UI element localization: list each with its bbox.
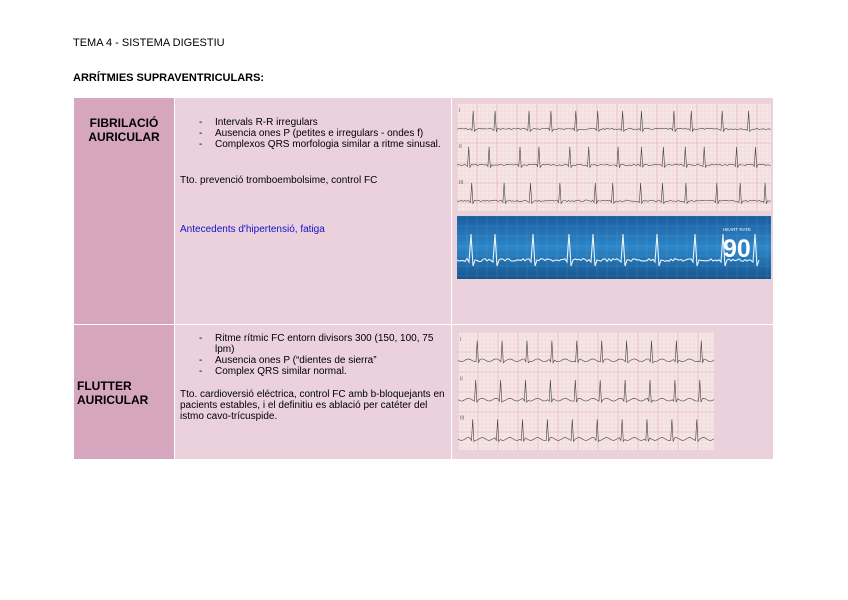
list-item: - Ritme rítmic FC entorn divisors 300 (150, 100, 75 lpm): [199, 333, 434, 355]
table-row: [74, 325, 774, 460]
arrhythmia-description-cell: [175, 325, 452, 460]
document-header: TEMA 4 - SISTEMA DIGESTIU: [73, 37, 225, 49]
svg-text:II: II: [460, 376, 463, 383]
features-list: [175, 98, 451, 150]
treatment-text: Tto. prevenció tromboembolsime, control FC: [180, 175, 378, 186]
features-list: [175, 325, 451, 377]
treatment-text: Tto. cardioversió eléctrica, control FC amb b-bloquejants en pacients estables, i el definitiu es ablació per catéter del istmo cavo-trícuspide.: [180, 389, 445, 422]
clinical-note: Antecedents d'hipertensió, fatiga: [180, 224, 325, 235]
section-title: ARRÍTMIES SUPRAVENTRICULARS:: [73, 72, 265, 84]
list-item: - Ausencia ones P (“dientes de sierra”: [199, 355, 377, 366]
arrhythmia-name: FIBRILACIÓ AURICULAR: [88, 116, 160, 144]
svg-text:III: III: [460, 415, 465, 422]
svg-text:I: I: [460, 337, 462, 343]
arrhythmia-name-cell: [74, 325, 175, 460]
table-row: [74, 98, 774, 325]
list-item: - Intervals R-R irregulars: [199, 117, 318, 128]
heart-rate-value: 90: [723, 235, 751, 263]
arrhythmia-name: FLUTTER AURICULAR: [77, 379, 149, 407]
ecg-image-cell: [452, 98, 774, 325]
svg-text:I: I: [459, 108, 461, 114]
list-item: - Complex QRS similar normal.: [199, 366, 347, 377]
arrhythmia-table: [73, 97, 774, 460]
heart-rate-label: HEART RATE: [723, 227, 752, 232]
svg-text:III: III: [459, 180, 464, 186]
arrhythmia-description-cell: [175, 98, 452, 325]
arrhythmia-name-cell: [74, 98, 175, 325]
list-item: - Complexos QRS morfologia similar a ritme sinusal.: [199, 139, 441, 150]
list-item: - Ausencia ones P (petites e irregulars - ondes f): [199, 128, 424, 139]
heart-monitor-image: [457, 216, 771, 279]
ecg-strip-image: [458, 332, 714, 450]
ecg-image-cell: [452, 325, 774, 460]
svg-text:II: II: [459, 144, 462, 150]
ecg-strip-image: [457, 103, 771, 211]
